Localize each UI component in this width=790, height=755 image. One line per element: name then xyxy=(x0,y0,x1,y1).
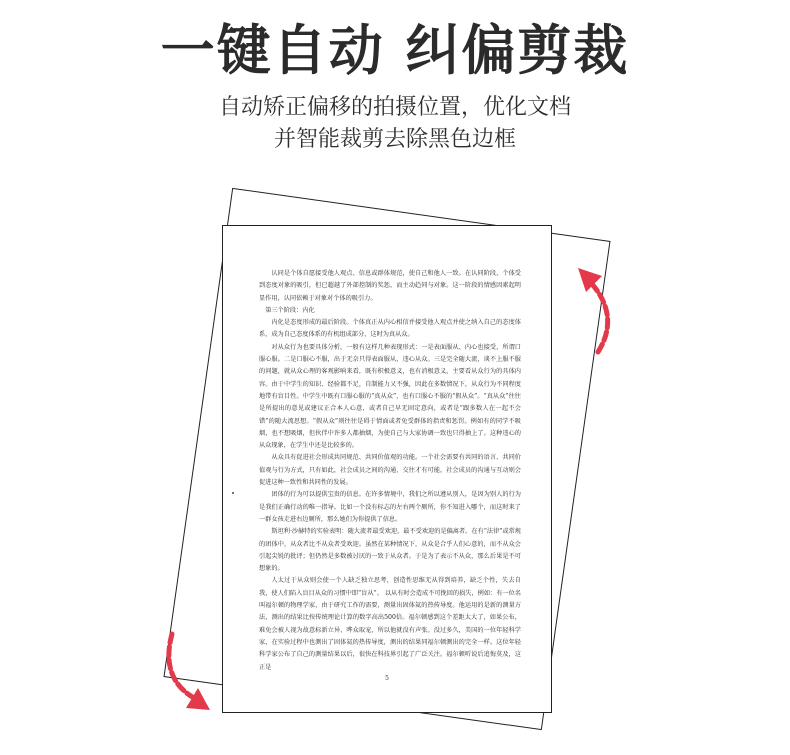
subheadline-line-2: 并智能裁剪去除黑色边框 xyxy=(273,127,516,152)
corrected-document-page xyxy=(222,225,552,713)
doc-paragraph: 对从众行为也要具体分析，一般有这样几种表现形式：一是表面服从、内心也接受，所谓口服心服。二是口服心不服，出于无奈只得表面服从，违心从众。三是完全随大流，谈不上服不服的问题，就从众心理的客观影响来看，既有积极意义，也有消极意义，主要看从众行为的具体内容。由于中学生的知识、经验都不足，自制能力又不强，因此在多数情况下，从众行为不同程度地带有盲目性。中学生中既有口服心服的“真从众”，也有口服心不服的“假从众”。“真从众”往往是所提出的意见或建议正合本人心意，或者自己早无固定意向，或者是“跟多数人在一起不会错”的随大流思想。“假从众”则往往是碍于情面或者免受群体的指责和惩罚。例如有的同学不吸烟，也不想吸烟，但伙伴中许多人都抽烟，为使自己与大家协调一致也只得抽上了。这种违心的从众现象，在学生中还是比较多的。 xyxy=(259,343,521,450)
doc-paragraph: 人太过于从众则会使一个人缺乏独立思考，创造性思维无从得到培养，缺乏个性，失去自我，使人们陷入盲目从众的习惯中即“盲从”。 以从有时会造成不可挽回的损失，例如：有一位名叫福尔顿的物理学家，由于研究工作的需要，测量出固体氦的热传导度。他运用的是新的测量方法，测出的结果比按传统理论计算的数字高出500倍。福尔顿感到这个差距太大了，如果公布，难免会被人视为故意标新立异、哗众取宠，所以他就没有声张。没过多久，美国的一位年轻科学家，在实验过程中也测出了固体氦的热传导度，测出的结果同福尔顿测出的完全一样。这位年轻科学家公布了自己的测量结果以后，很快在科技界引起了广泛关注。福尔顿听说后追悔莫及，这正是 xyxy=(259,577,521,671)
scan-speck xyxy=(232,492,234,494)
doc-paragraph: 从众具有促进社会形成共同规范、共同价值观的功能。一个社会需要有共同的语言、共同价值观与行为方式，只有如此，社会成员之间的沟通、交往才有可能，社会成员的沟通与互动则会促进这种一致性和共同性的发展。 xyxy=(259,454,521,487)
doc-paragraph: 认同是个体自愿接受他人观点、信息或群体规范，使自己和他人一致。在认同阶段，个体受到态度对象的吸引，但已超越了外部控制的奖惩，而主动趋同与对象。这一阶段的情感因素起明显作用，认同依赖于对象对个体的吸引力。 xyxy=(259,270,521,302)
doc-paragraph: 内化是态度形成的最后阶段。个体真正从内心相信并接受他人观点并使之纳入自己的态度体系，成为自己态度体系的有机组成部分，这时为真从众。 xyxy=(259,319,521,339)
headline: 一键自动 纠偏剪裁 xyxy=(160,19,630,82)
rotate-arrow-top-right-icon xyxy=(570,262,630,362)
doc-paragraph: 斯坦利·沙赫特的实验表明：随大流者最受欢迎，最不受欢迎的是偏离者。在有“法律”或常规的团体中，从众者比不从众者受欢迎。虽然在某种情况下，从众是合乎人们心意的，而不从众会引起尖锐的批评；但仍然是多数被讨厌的一致于从众者。于是为了表示不从众，那么后果是不可想象的。 xyxy=(259,528,521,573)
page-number: 5 xyxy=(385,675,389,682)
doc-paragraph: 团体的行为可以提供宝贵的信息。在许多情境中，我们之所以遵从别人，是因为别人的行为是我们正确行动的唯一指导。比如一个没有标志的左右两个厕所，你不知进入哪个，而这时来了一群女孩走进右边厕所，那么她们为你提供了信息。 xyxy=(259,491,521,523)
doc-section-heading: 第三个阶段：内化 xyxy=(265,306,315,314)
rotate-arrow-bottom-left-icon xyxy=(160,628,220,718)
subheadline-line-1: 自动矫正偏移的拍摄位置，优化文档 xyxy=(218,95,571,120)
